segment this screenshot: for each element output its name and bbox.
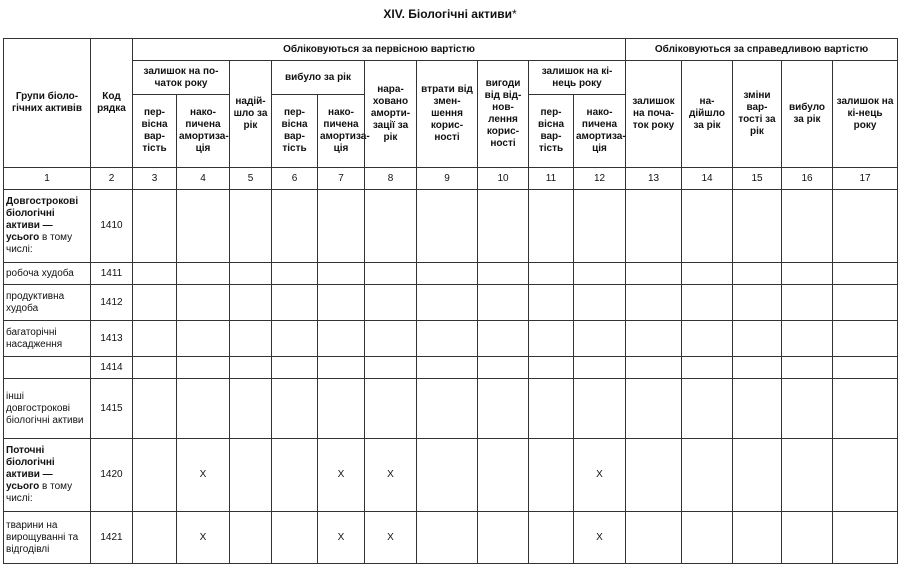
column-number: 3 — [133, 168, 177, 190]
data-cell — [733, 512, 782, 564]
data-cell — [529, 357, 574, 379]
header-closing-balance: залишок на кі-нець року — [529, 61, 626, 95]
data-cell — [230, 357, 272, 379]
data-cell — [682, 190, 733, 263]
header-groups: Групи біоло-гічних активів — [4, 39, 91, 168]
row-code: 1410 — [91, 190, 133, 263]
data-cell — [574, 357, 626, 379]
data-cell — [318, 263, 365, 285]
data-cell — [529, 379, 574, 439]
data-cell — [133, 512, 177, 564]
header-opening-original-cost: пер-вісна вар-тість — [133, 95, 177, 168]
data-cell — [230, 379, 272, 439]
row-label-bold: Довгострокові біологічні активи — усього — [6, 196, 79, 243]
data-cell — [733, 379, 782, 439]
table-row — [4, 379, 898, 439]
row-label — [4, 379, 91, 439]
data-cell — [272, 379, 318, 439]
row-label-text: в тому числі: — [6, 481, 73, 504]
data-cell — [529, 190, 574, 263]
column-number: 2 — [91, 168, 133, 190]
row-label-text: робоча худоба — [6, 267, 74, 279]
header-code: Код рядка — [91, 39, 133, 168]
header-received: надій-шло за рік — [230, 61, 272, 168]
data-cell — [417, 321, 478, 357]
data-cell — [529, 321, 574, 357]
data-cell — [733, 263, 782, 285]
data-cell — [365, 357, 417, 379]
data-cell — [478, 439, 529, 512]
data-cell — [782, 321, 833, 357]
data-cell — [365, 379, 417, 439]
data-cell — [682, 321, 733, 357]
data-cell — [833, 357, 898, 379]
row-code: 1411 — [91, 263, 133, 285]
data-cell — [833, 263, 898, 285]
column-number: 6 — [272, 168, 318, 190]
data-cell — [230, 285, 272, 321]
header-disposed-original-cost: пер-вісна вар-тість — [272, 95, 318, 168]
column-number: 4 — [177, 168, 230, 190]
data-cell — [417, 439, 478, 512]
data-cell — [782, 190, 833, 263]
row-label — [4, 190, 91, 263]
row-code: 1412 — [91, 285, 133, 321]
header-fv-opening: залишок на поча-ток року — [626, 61, 682, 168]
data-cell — [133, 190, 177, 263]
header-impairment-reversal: вигоди від від-нов-лення корис-ності — [478, 61, 529, 168]
header-closing-accum-amort: нако-пичена амортиза-ція — [574, 95, 626, 168]
data-cell — [177, 263, 230, 285]
data-cell — [782, 512, 833, 564]
data-cell — [529, 439, 574, 512]
data-cell — [177, 357, 230, 379]
row-code: 1421 — [91, 512, 133, 564]
column-number: 10 — [478, 168, 529, 190]
data-cell — [133, 379, 177, 439]
data-cell — [272, 190, 318, 263]
data-cell — [626, 321, 682, 357]
data-cell — [682, 285, 733, 321]
cross-mark-cell: X — [177, 439, 230, 512]
cross-mark-cell: X — [318, 439, 365, 512]
data-cell — [733, 439, 782, 512]
data-cell — [733, 285, 782, 321]
table-row — [4, 285, 898, 321]
data-cell — [478, 357, 529, 379]
column-number: 8 — [365, 168, 417, 190]
data-cell — [833, 321, 898, 357]
data-cell — [230, 439, 272, 512]
column-number: 13 — [626, 168, 682, 190]
data-cell — [272, 512, 318, 564]
data-cell — [365, 321, 417, 357]
data-cell — [833, 379, 898, 439]
data-cell — [417, 285, 478, 321]
data-cell — [529, 263, 574, 285]
cross-mark-cell: X — [574, 439, 626, 512]
page-title: XIV. Біологічні активи* — [383, 7, 517, 21]
data-cell — [417, 190, 478, 263]
data-cell — [833, 512, 898, 564]
data-cell — [733, 190, 782, 263]
data-cell — [626, 285, 682, 321]
data-cell — [478, 512, 529, 564]
data-cell — [365, 285, 417, 321]
biological-assets-table — [3, 38, 898, 564]
header-disposed-accum-amort: нако-пичена амортиза-ція — [318, 95, 365, 168]
data-cell — [272, 439, 318, 512]
header-disposed: вибуло за рік — [272, 61, 365, 95]
row-label-text: в тому числі: — [6, 232, 73, 255]
column-number: 11 — [529, 168, 574, 190]
data-cell — [417, 512, 478, 564]
row-label — [4, 263, 91, 285]
data-cell — [272, 285, 318, 321]
data-cell — [417, 379, 478, 439]
row-code: 1414 — [91, 357, 133, 379]
data-cell — [626, 379, 682, 439]
column-number: 5 — [230, 168, 272, 190]
data-cell — [733, 357, 782, 379]
data-cell — [318, 379, 365, 439]
row-label-text: продуктивна худоба — [6, 290, 65, 314]
row-label — [4, 439, 91, 512]
table-row — [4, 263, 898, 285]
column-number: 1 — [4, 168, 91, 190]
cross-mark-cell: X — [177, 512, 230, 564]
header-fv-disposed: вибуло за рік — [782, 61, 833, 168]
row-label — [4, 321, 91, 357]
row-label-bold: Поточні біологічні активи — усього — [6, 445, 55, 492]
data-cell — [682, 379, 733, 439]
data-cell — [626, 439, 682, 512]
column-number: 7 — [318, 168, 365, 190]
data-cell — [626, 190, 682, 263]
column-number: 9 — [417, 168, 478, 190]
header-opening-balance: залишок на по-чаток року — [133, 61, 230, 95]
data-cell — [230, 512, 272, 564]
data-cell — [272, 263, 318, 285]
data-cell — [782, 263, 833, 285]
row-label — [4, 512, 91, 564]
data-cell — [682, 439, 733, 512]
data-cell — [782, 379, 833, 439]
header-fair-value: Обліковуються за справедливою вартістю — [626, 39, 898, 61]
header-closing-original-cost: пер-вісна вар-тість — [529, 95, 574, 168]
data-cell — [478, 190, 529, 263]
column-number: 16 — [782, 168, 833, 190]
data-cell — [529, 285, 574, 321]
column-number: 12 — [574, 168, 626, 190]
row-label — [4, 357, 91, 379]
header-fv-changes: зміни вар-тості за рік — [733, 61, 782, 168]
data-cell — [682, 357, 733, 379]
data-cell — [478, 285, 529, 321]
data-cell — [177, 321, 230, 357]
data-cell — [478, 321, 529, 357]
data-cell — [365, 263, 417, 285]
data-cell — [782, 285, 833, 321]
column-number: 14 — [682, 168, 733, 190]
data-cell — [230, 190, 272, 263]
data-cell — [133, 285, 177, 321]
row-code: 1415 — [91, 379, 133, 439]
data-cell — [833, 285, 898, 321]
data-cell — [574, 190, 626, 263]
header-fv-received: на-дійшло за рік — [682, 61, 733, 168]
row-label-text: багаторічні насадження — [6, 326, 63, 350]
data-cell — [272, 321, 318, 357]
data-cell — [733, 321, 782, 357]
data-cell — [574, 285, 626, 321]
data-cell — [318, 321, 365, 357]
header-impairment-losses: втрати від змен-шення корис-ності — [417, 61, 478, 168]
row-label-text: тварини на вирощуванні та відгодівлі — [6, 519, 79, 555]
data-cell — [272, 357, 318, 379]
data-cell — [478, 379, 529, 439]
column-number: 17 — [833, 168, 898, 190]
data-cell — [682, 263, 733, 285]
data-cell — [417, 357, 478, 379]
table-row — [4, 512, 898, 564]
header-first-cost: Обліковуються за первісною вартістю — [133, 39, 626, 61]
header-fv-closing: залишок на кі-нець року — [833, 61, 898, 168]
data-cell — [177, 285, 230, 321]
data-cell — [478, 263, 529, 285]
header-accrued-amortization: нара-ховано аморти-зації за рік — [365, 61, 417, 168]
cross-mark-cell: X — [574, 512, 626, 564]
row-label-text: інші довгострокові біологічні активи — [6, 390, 84, 426]
data-cell — [833, 439, 898, 512]
data-cell — [318, 190, 365, 263]
data-cell — [782, 439, 833, 512]
data-cell — [417, 263, 478, 285]
data-cell — [626, 263, 682, 285]
data-cell — [529, 512, 574, 564]
data-cell — [833, 190, 898, 263]
table-row — [4, 439, 898, 512]
table-row — [4, 190, 898, 263]
column-numbers-row — [4, 168, 898, 190]
data-cell — [574, 379, 626, 439]
data-cell — [133, 263, 177, 285]
data-cell — [230, 321, 272, 357]
data-cell — [133, 439, 177, 512]
data-cell — [133, 357, 177, 379]
data-cell — [177, 379, 230, 439]
data-cell — [318, 357, 365, 379]
column-number: 15 — [733, 168, 782, 190]
data-cell — [626, 357, 682, 379]
row-label — [4, 285, 91, 321]
cross-mark-cell: X — [365, 512, 417, 564]
data-cell — [574, 263, 626, 285]
cross-mark-cell: X — [318, 512, 365, 564]
data-cell — [133, 321, 177, 357]
table-row — [4, 357, 898, 379]
cross-mark-cell: X — [365, 439, 417, 512]
data-cell — [574, 321, 626, 357]
row-code: 1413 — [91, 321, 133, 357]
data-cell — [782, 357, 833, 379]
data-cell — [230, 263, 272, 285]
row-code: 1420 — [91, 439, 133, 512]
data-cell — [682, 512, 733, 564]
header-opening-accum-amort: нако-пичена амортиза-ція — [177, 95, 230, 168]
table-row — [4, 321, 898, 357]
data-cell — [626, 512, 682, 564]
data-cell — [177, 190, 230, 263]
data-cell — [365, 190, 417, 263]
data-cell — [318, 285, 365, 321]
